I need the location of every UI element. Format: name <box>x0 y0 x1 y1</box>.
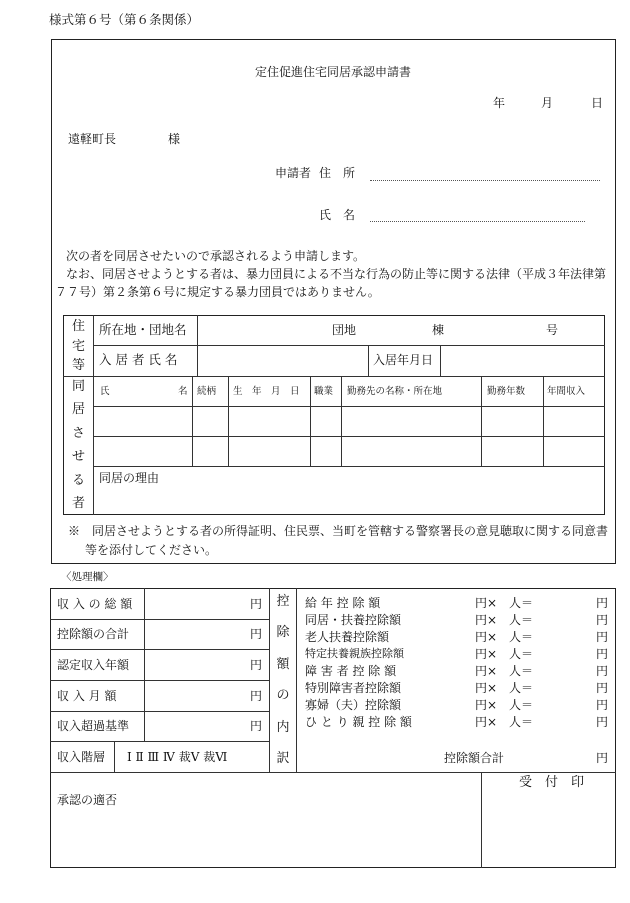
applicant-name-field[interactable] <box>370 221 585 222</box>
deduction-5-label: 特別障害者控除額 <box>305 681 402 695</box>
go-label: 号 <box>546 323 559 337</box>
breakdown-label: 控 除 額 の 内 訳 <box>276 594 290 766</box>
deduction-7-calc: 円× 人＝ <box>475 715 534 729</box>
stamp-label: 受 付 印 <box>519 775 585 790</box>
left-row-3-label: 収 入 月 額 <box>57 689 117 703</box>
deduction-7-label: ひ と り 親 控 除 額 <box>305 715 412 729</box>
deduction-6-unit: 円 <box>596 698 609 712</box>
header-income: 年間収入 <box>547 386 586 397</box>
approval-label: 承認の適否 <box>57 793 118 807</box>
to-label: 棟 <box>432 323 445 337</box>
deduction-5-unit: 円 <box>596 681 609 695</box>
body-line-1: 次の者を同居させたいので承認されるよう申請します。 <box>66 249 366 263</box>
deduction-4-unit: 円 <box>596 664 609 678</box>
deduction-7-unit: 円 <box>596 715 609 729</box>
addressee-name: 遠軽町長 <box>68 132 117 146</box>
deduction-5-calc: 円× 人＝ <box>475 681 534 695</box>
applicant-name-label: 氏 名 <box>319 208 356 222</box>
deduction-0-calc: 円× 人＝ <box>475 596 534 610</box>
deduction-1-label: 同居・扶養控除額 <box>305 613 402 627</box>
left-row-4-label: 収入超過基準 <box>57 719 130 733</box>
deduction-6-calc: 円× 人＝ <box>475 698 534 712</box>
deduction-4-calc: 円× 人＝ <box>475 664 534 678</box>
applicant-address-field[interactable] <box>370 180 600 181</box>
housing-side-label: 住 宅 等 <box>71 319 85 373</box>
deduction-1-calc: 円× 人＝ <box>475 613 534 627</box>
date-month: 月 <box>541 96 554 110</box>
resident-name-label: 入 居 者 氏 名 <box>99 352 178 367</box>
tier-values: Ⅰ Ⅱ Ⅲ Ⅳ 裁Ⅴ 裁Ⅵ <box>127 750 228 764</box>
deduction-0-label: 給 年 控 除 額 <box>305 596 381 610</box>
move-in-date-label: 入居年月日 <box>373 353 434 367</box>
deduction-3-label: 特定扶養親族控除額 <box>305 647 404 660</box>
deduction-total-label: 控除額合計 <box>444 751 505 765</box>
deduction-0-unit: 円 <box>596 596 609 610</box>
deduction-total-unit: 円 <box>596 751 609 765</box>
header-relation: 続柄 <box>197 386 217 397</box>
left-row-4-unit: 円 <box>250 719 263 733</box>
deduction-2-label: 老人扶養控除額 <box>305 630 390 644</box>
body-line-2: なお、同居させようとする者は、暴力団員による不当な行為の防止等に関する法律（平成３年法律第 <box>66 267 607 281</box>
left-row-2-unit: 円 <box>250 658 263 672</box>
deduction-3-calc: 円× 人＝ <box>475 647 534 661</box>
deduction-2-unit: 円 <box>596 630 609 644</box>
danchi-label: 団地 <box>332 323 357 337</box>
applicant-address-label: 住 所 <box>319 166 356 180</box>
deduction-6-label: 寡婦（夫）控除額 <box>305 698 402 712</box>
form-number: 様式第６号（第６条関係） <box>49 12 200 27</box>
location-label: 所在地・団地名 <box>99 322 187 337</box>
applicant-label: 申請者 <box>275 166 312 180</box>
left-row-2-label: 認定収入年額 <box>57 658 130 672</box>
processing-label: 〈処理欄〉 <box>61 571 114 583</box>
left-row-0-unit: 円 <box>250 597 263 611</box>
tier-label: 収入階層 <box>57 750 106 764</box>
form-title: 定住促進住宅同居承認申請書 <box>255 65 412 79</box>
header-years: 勤務年数 <box>487 386 526 397</box>
reason-label: 同居の理由 <box>99 471 160 485</box>
deduction-3-unit: 円 <box>596 647 609 661</box>
header-birth: 生 年 月 日 <box>233 386 300 397</box>
body-line-3: ７７号）第２条第６号に規定する暴力団員ではありません。 <box>55 285 380 299</box>
date-year: 年 <box>493 96 506 110</box>
header-job: 職業 <box>314 386 334 397</box>
left-row-1-unit: 円 <box>250 627 263 641</box>
deduction-1-unit: 円 <box>596 613 609 627</box>
left-row-1-label: 控除額の合計 <box>57 627 130 641</box>
date-day: 日 <box>591 96 604 110</box>
header-workplace: 勤務先の名称・所在地 <box>347 386 443 397</box>
addressee-honorific: 様 <box>168 132 181 146</box>
header-name-b: 名 <box>178 386 188 397</box>
deduction-4-label: 障 害 者 控 除 額 <box>305 664 397 678</box>
header-name-a: 氏 <box>100 386 110 397</box>
deduction-2-calc: 円× 人＝ <box>475 630 534 644</box>
cohabitant-side-label: 同 居 さ せ る 者 <box>71 379 85 511</box>
note-line-2: 等を添付してください。 <box>85 543 218 557</box>
note-line-1: ※ 同居させようとする者の所得証明、住民票、当町を管轄する警察署長の意見聴取に関する同意書 <box>68 524 609 538</box>
left-row-3-unit: 円 <box>250 689 263 703</box>
left-row-0-label: 収 入 の 総 額 <box>57 597 133 611</box>
